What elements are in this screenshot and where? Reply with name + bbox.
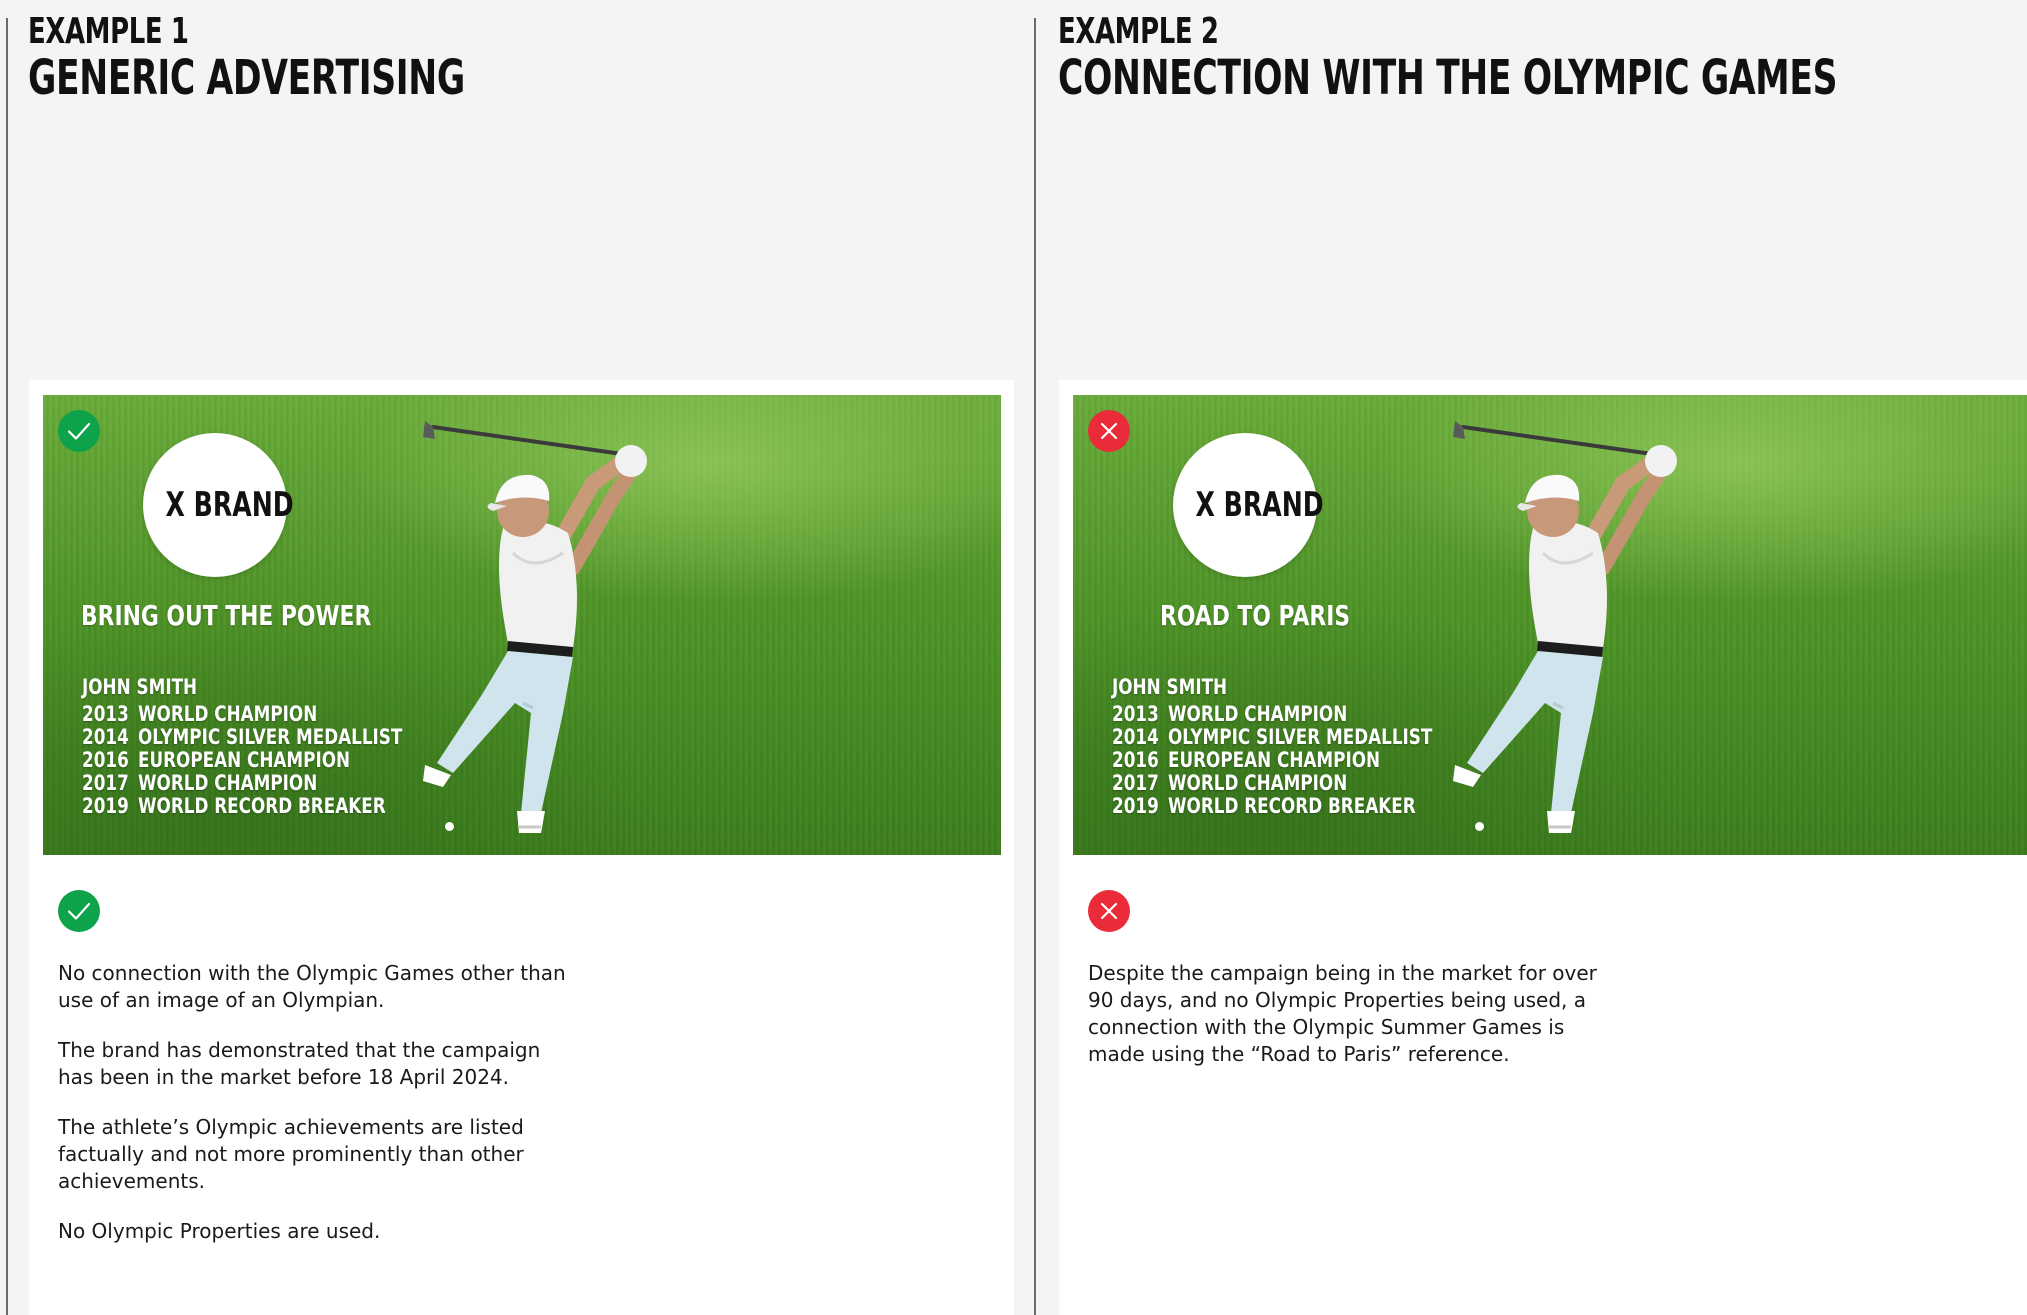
achievement-year: 2016 <box>82 748 129 772</box>
golf-ball <box>1475 822 1484 831</box>
achievement-year: 2013 <box>1112 702 1159 726</box>
achievement-year: 2014 <box>1112 725 1159 749</box>
example-headline: GENERIC ADVERTISING <box>28 50 465 106</box>
achievement-row <box>82 772 402 795</box>
example-description <box>1088 960 1608 1091</box>
example-kicker: EXAMPLE 1 <box>28 11 189 52</box>
check-icon <box>58 410 100 452</box>
description-paragraph: The brand has demonstrated that the campaign has been in the market before 18 April 2024. <box>58 1038 541 1089</box>
golfer-illustration <box>423 403 783 853</box>
achievement-row <box>82 703 402 726</box>
example-headline: CONNECTION WITH THE OLYMPIC GAMES <box>1058 50 1838 106</box>
achievement-year: 2014 <box>82 725 129 749</box>
brand-logo <box>1173 433 1324 577</box>
golf-ball <box>445 822 454 831</box>
achievement-title: OLYMPIC SILVER MEDALLIST <box>138 725 403 749</box>
check-icon <box>58 890 100 932</box>
achievement-title: WORLD RECORD BREAKER <box>138 794 386 818</box>
athlete-achievements <box>1112 675 1432 818</box>
example-2-panel <box>1059 380 2027 1315</box>
description-paragraph: The athlete’s Olympic achievements are listed factually and not more prominently than other achievements. <box>58 1115 524 1193</box>
achievement-row <box>82 726 402 749</box>
ad-image <box>1073 395 2027 855</box>
achievement-row <box>82 795 402 818</box>
example-1-column <box>8 0 1032 1315</box>
example-description <box>58 960 578 1268</box>
cross-icon <box>1088 890 1130 932</box>
achievement-year: 2016 <box>1112 748 1159 772</box>
description-paragraph: No Olympic Properties are used. <box>58 1219 381 1243</box>
ad-tagline: ROAD TO PARIS <box>1160 599 1351 632</box>
achievement-row <box>1112 749 1432 772</box>
achievement-title: WORLD CHAMPION <box>1168 771 1348 795</box>
description-paragraph: No connection with the Olympic Games other than use of an image of an Olympian. <box>58 961 566 1012</box>
achievement-row <box>1112 703 1432 726</box>
athlete-name: JOHN SMITH <box>1112 675 1228 699</box>
example-1-heading <box>28 12 465 104</box>
achievement-title: OLYMPIC SILVER MEDALLIST <box>1168 725 1433 749</box>
column-divider-middle <box>1034 18 1036 1315</box>
example-1-panel <box>29 380 1014 1315</box>
example-2-heading <box>1058 12 1837 104</box>
brand-name: X BRAND <box>1195 485 1324 525</box>
ad-tagline: BRING OUT THE POWER <box>81 599 372 632</box>
achievement-title: EUROPEAN CHAMPION <box>138 748 351 772</box>
achievement-title: EUROPEAN CHAMPION <box>1168 748 1381 772</box>
achievement-year: 2019 <box>82 794 129 818</box>
achievement-row <box>1112 726 1432 749</box>
achievement-title: WORLD CHAMPION <box>1168 702 1348 726</box>
example-kicker: EXAMPLE 2 <box>1058 11 1219 52</box>
achievement-year: 2017 <box>82 771 129 795</box>
achievement-title: WORLD CHAMPION <box>138 771 318 795</box>
achievement-year: 2019 <box>1112 794 1159 818</box>
achievement-title: WORLD CHAMPION <box>138 702 318 726</box>
achievement-year: 2017 <box>1112 771 1159 795</box>
brand-logo <box>143 433 294 577</box>
description-paragraph: Despite the campaign being in the market for over 90 days, and no Olympic Properties being used, a connection with the Olympic Summer Games is made using the “Road to Paris” reference. <box>1088 961 1597 1066</box>
brand-name: X BRAND <box>165 485 294 525</box>
example-2-column <box>1038 0 2027 1315</box>
achievement-row <box>1112 795 1432 818</box>
achievement-title: WORLD RECORD BREAKER <box>1168 794 1416 818</box>
achievement-row <box>82 749 402 772</box>
golfer-illustration <box>1453 403 1813 853</box>
achievement-row <box>1112 772 1432 795</box>
ad-image <box>43 395 1001 855</box>
achievement-year: 2013 <box>82 702 129 726</box>
athlete-name: JOHN SMITH <box>82 675 198 699</box>
athlete-achievements <box>82 675 402 818</box>
cross-icon <box>1088 410 1130 452</box>
